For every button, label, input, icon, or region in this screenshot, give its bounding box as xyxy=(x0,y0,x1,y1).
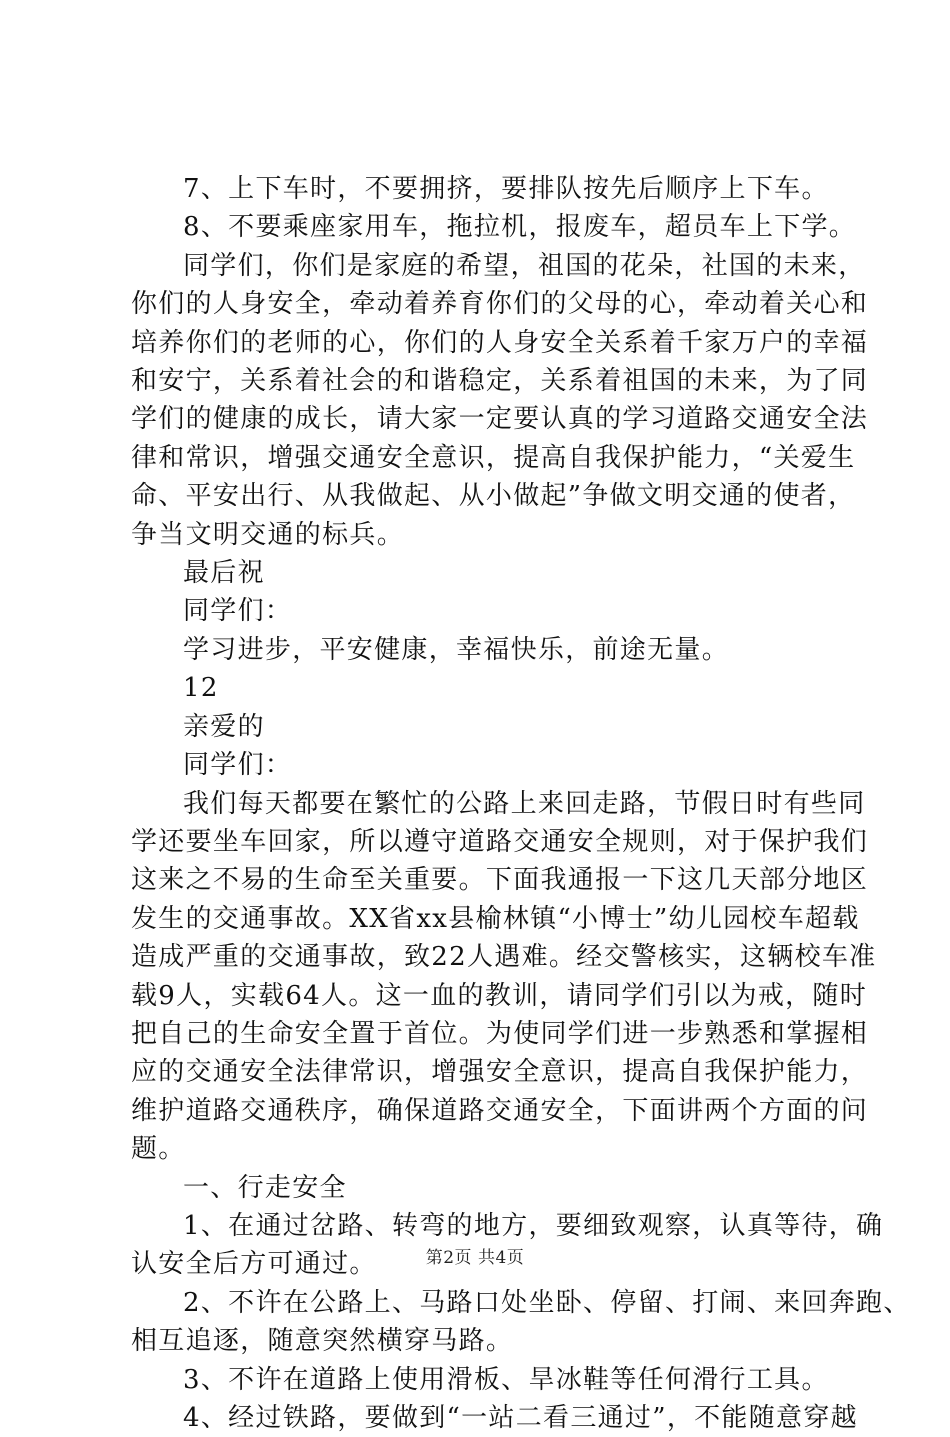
text-line: 命、平安出行、从我做起、从小做起”争做文明交通的使者， xyxy=(131,481,856,512)
text-line: 和安宁，关系着社会的和谐稳定，关系着祖国的未来，为了同 xyxy=(131,366,869,397)
text-line: 1、在通过岔路、转弯的地方，要细致观察，认真等待，确 xyxy=(183,1210,884,1241)
text-line: 最后祝 xyxy=(183,558,265,589)
text-line: 学还要坐车回家，所以遵守道路交通安全规则，对于保护我们 xyxy=(131,826,869,857)
text-line: 争当文明交通的标兵。 xyxy=(131,519,405,550)
text-line: 8、不要乘座家用车，拖拉机，报废车，超员车上下学。 xyxy=(183,212,857,243)
text-line: 造成严重的交通事故，致22人遇难。经交警核实，这辆校车准 xyxy=(131,942,877,973)
text-line: 应的交通安全法律常识，增强安全意识，提高自我保护能力， xyxy=(131,1057,869,1088)
text-line: 亲爱的 xyxy=(183,711,265,742)
text-line: 一、行走安全 xyxy=(183,1172,347,1203)
text-line: 你们的人身安全，牵动着养育你们的父母的心，牵动着关心和 xyxy=(131,289,869,320)
text-line: 载9人，实载64人。这一血的教训，请同学们引以为戒，随时 xyxy=(131,980,868,1011)
text-line: 维护道路交通秩序，确保道路交通安全，下面讲两个方面的问 xyxy=(131,1095,869,1126)
text-line: 4、经过铁路，要做到“一站二看三通过”，不能随意穿越 xyxy=(183,1403,858,1433)
text-line: 发生的交通事故。XX省xx县榆林镇“小博士”幼儿园校车超载 xyxy=(131,903,860,934)
page-footer: 第2页 共4页 xyxy=(425,1248,525,1268)
text-line: 律和常识，增强交通安全意识，提高自我保护能力，“关爱生 xyxy=(131,442,856,473)
text-line: 7、上下车时，不要拥挤，要排队按先后顺序上下车。 xyxy=(183,174,829,204)
text-line: 我们每天都要在繁忙的公路上来回走路，节假日时有些同 xyxy=(183,788,866,819)
text-line: 学习进步，平安健康，幸福快乐，前途无量。 xyxy=(183,634,730,665)
text-line: 把自己的生命安全置于首位。为使同学们进一步熟悉和掌握相 xyxy=(131,1018,869,1049)
text-line: 12 xyxy=(183,673,219,704)
text-line: 同学们，你们是家庭的希望，祖国的花朵，社国的未来， xyxy=(183,250,866,281)
text-line: 题。 xyxy=(131,1134,186,1165)
text-line: 这来之不易的生命至关重要。下面我通报一下这几天部分地区 xyxy=(131,865,869,896)
text-line: 同学们： xyxy=(183,596,293,627)
text-line: 学们的健康的成长，请大家一定要认真的学习道路交通安全法 xyxy=(131,404,869,435)
text-line: 相互追逐，随意突然横穿马路。 xyxy=(131,1326,514,1357)
text-line: 2、不许在公路上、马路口处坐卧、停留、打闹、来回奔跑、 xyxy=(183,1287,911,1318)
text-line: 认安全后方可通过。 xyxy=(131,1249,377,1280)
text-line: 培养你们的老师的心，你们的人身安全关系着千家万户的幸福 xyxy=(131,327,869,358)
text-line: 3、不许在道路上使用滑板、旱冰鞋等任何滑行工具。 xyxy=(183,1364,829,1395)
text-line: 同学们： xyxy=(183,750,293,781)
